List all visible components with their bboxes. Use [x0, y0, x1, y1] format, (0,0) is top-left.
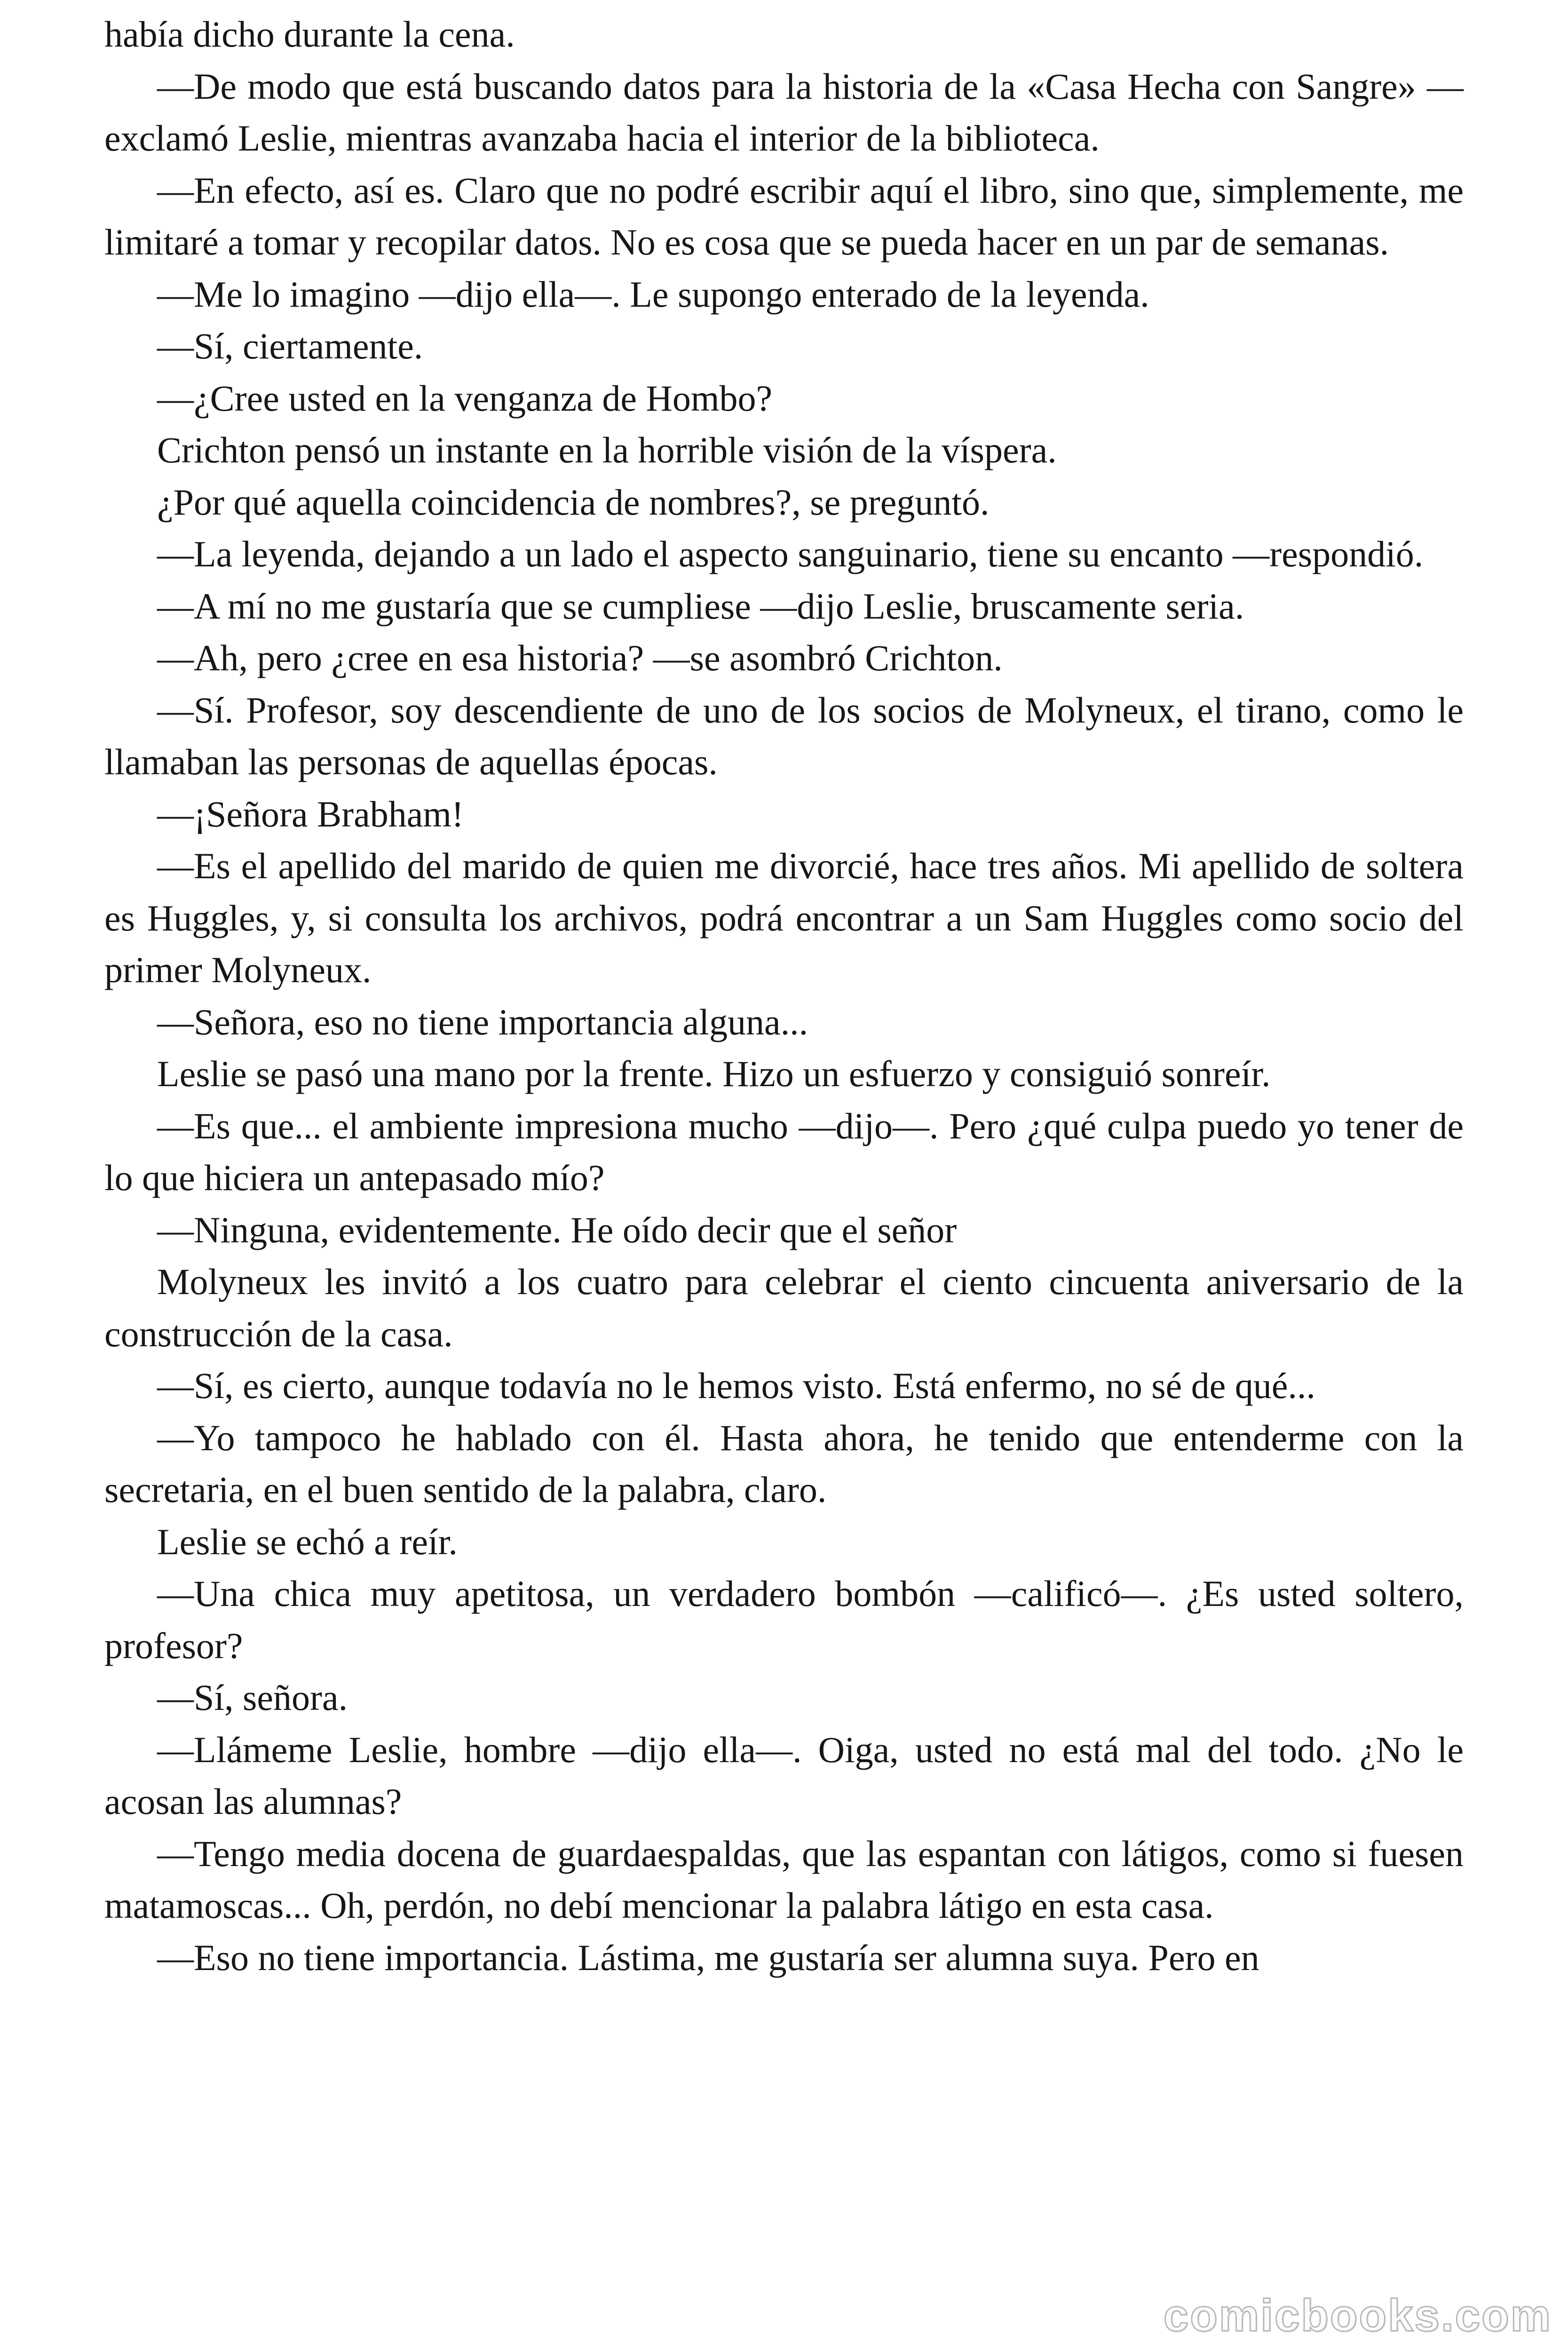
paragraph: —Ah, pero ¿cree en esa historia? —se asombró Crichton.: [157, 637, 1003, 678]
body-text: [104, 8, 1464, 1984]
paragraph: —Señora, eso no tiene importancia alguna...: [157, 1001, 808, 1042]
paragraph: —Es el apellido del marido de quien me divorcié, hace tres años. Mi apellido de soltera es Huggles, y, si consulta los archivos, podrá encontrar a un Sam Huggles como socio del primer Molyneux.: [104, 845, 1464, 990]
paragraph: —Llámeme Leslie, hombre —dijo ella—. Oiga, usted no está mal del todo. ¿No le acosan las alumnas?: [104, 1729, 1464, 1822]
paragraph: —Es que... el ambiente impresiona mucho —dijo—. Pero ¿qué culpa puedo yo tener de lo que hiciera un antepasado mío?: [104, 1105, 1464, 1198]
paragraph: —Una chica muy apetitosa, un verdadero bombón —calificó—. ¿Es usted soltero, profesor?: [104, 1573, 1464, 1666]
watermark-logo: comicbooks.com: [1163, 2290, 1552, 2341]
paragraph: —¡Señora Brabham!: [157, 793, 464, 834]
paragraph: —Tengo media docena de guardaespaldas, que las espantan con látigos, como si fuesen matamoscas... Oh, perdón, no debí mencionar la palabra látigo en esta casa.: [104, 1833, 1464, 1926]
paragraph: —Me lo imagino —dijo ella—. Le supongo enterado de la leyenda.: [157, 273, 1149, 315]
paragraph: —Yo tampoco he hablado con él. Hasta ahora, he tenido que entenderme con la secretaria, en el buen sentido de la palabra, claro.: [104, 1417, 1464, 1510]
paragraph: Leslie se pasó una mano por la frente. Hizo un esfuerzo y consiguió sonreír.: [157, 1053, 1271, 1094]
paragraph: había dicho durante la cena.: [104, 14, 515, 55]
paragraph: ¿Por qué aquella coincidencia de nombres?, se preguntó.: [157, 481, 990, 523]
paragraph: —Ninguna, evidentemente. He oído decir que el señor: [157, 1209, 957, 1250]
paragraph: Molyneux les invitó a los cuatro para celebrar el ciento cincuenta aniversario de la construcción de la casa.: [104, 1261, 1464, 1354]
paragraph: —Sí. Profesor, soy descendiente de uno de los socios de Molyneux, el tirano, como le llamaban las personas de aquellas épocas.: [104, 689, 1464, 782]
paragraph: —Sí, ciertamente.: [157, 326, 423, 366]
paragraph: Crichton pensó un instante en la horrible visión de la víspera.: [157, 429, 1057, 470]
paragraph: —Eso no tiene importancia. Lástima, me gustaría ser alumna suya. Pero en: [157, 1937, 1259, 1978]
paragraph: Leslie se echó a reír.: [157, 1521, 458, 1562]
paragraph: —De modo que está buscando datos para la historia de la «Casa Hecha con Sangre» —exclamó Leslie, mientras avanzaba hacia el interior de la biblioteca.: [104, 65, 1464, 159]
paragraph: —Sí, es cierto, aunque todavía no le hemos visto. Está enfermo, no sé de qué...: [157, 1365, 1315, 1406]
paragraph: —¿Cree usted en la venganza de Hombo?: [157, 377, 773, 419]
paragraph: —Sí, señora.: [157, 1677, 348, 1718]
paragraph: —A mí no me gustaría que se cumpliese —dijo Leslie, bruscamente seria.: [157, 585, 1244, 627]
paragraph: —La leyenda, dejando a un lado el aspecto sanguinario, tiene su encanto —respondió.: [157, 533, 1424, 574]
paragraph: —En efecto, así es. Claro que no podré escribir aquí el libro, sino que, simplemente, me limitaré a tomar y recopilar datos. No es cosa que se pueda hacer en un par de semanas.: [104, 169, 1464, 262]
